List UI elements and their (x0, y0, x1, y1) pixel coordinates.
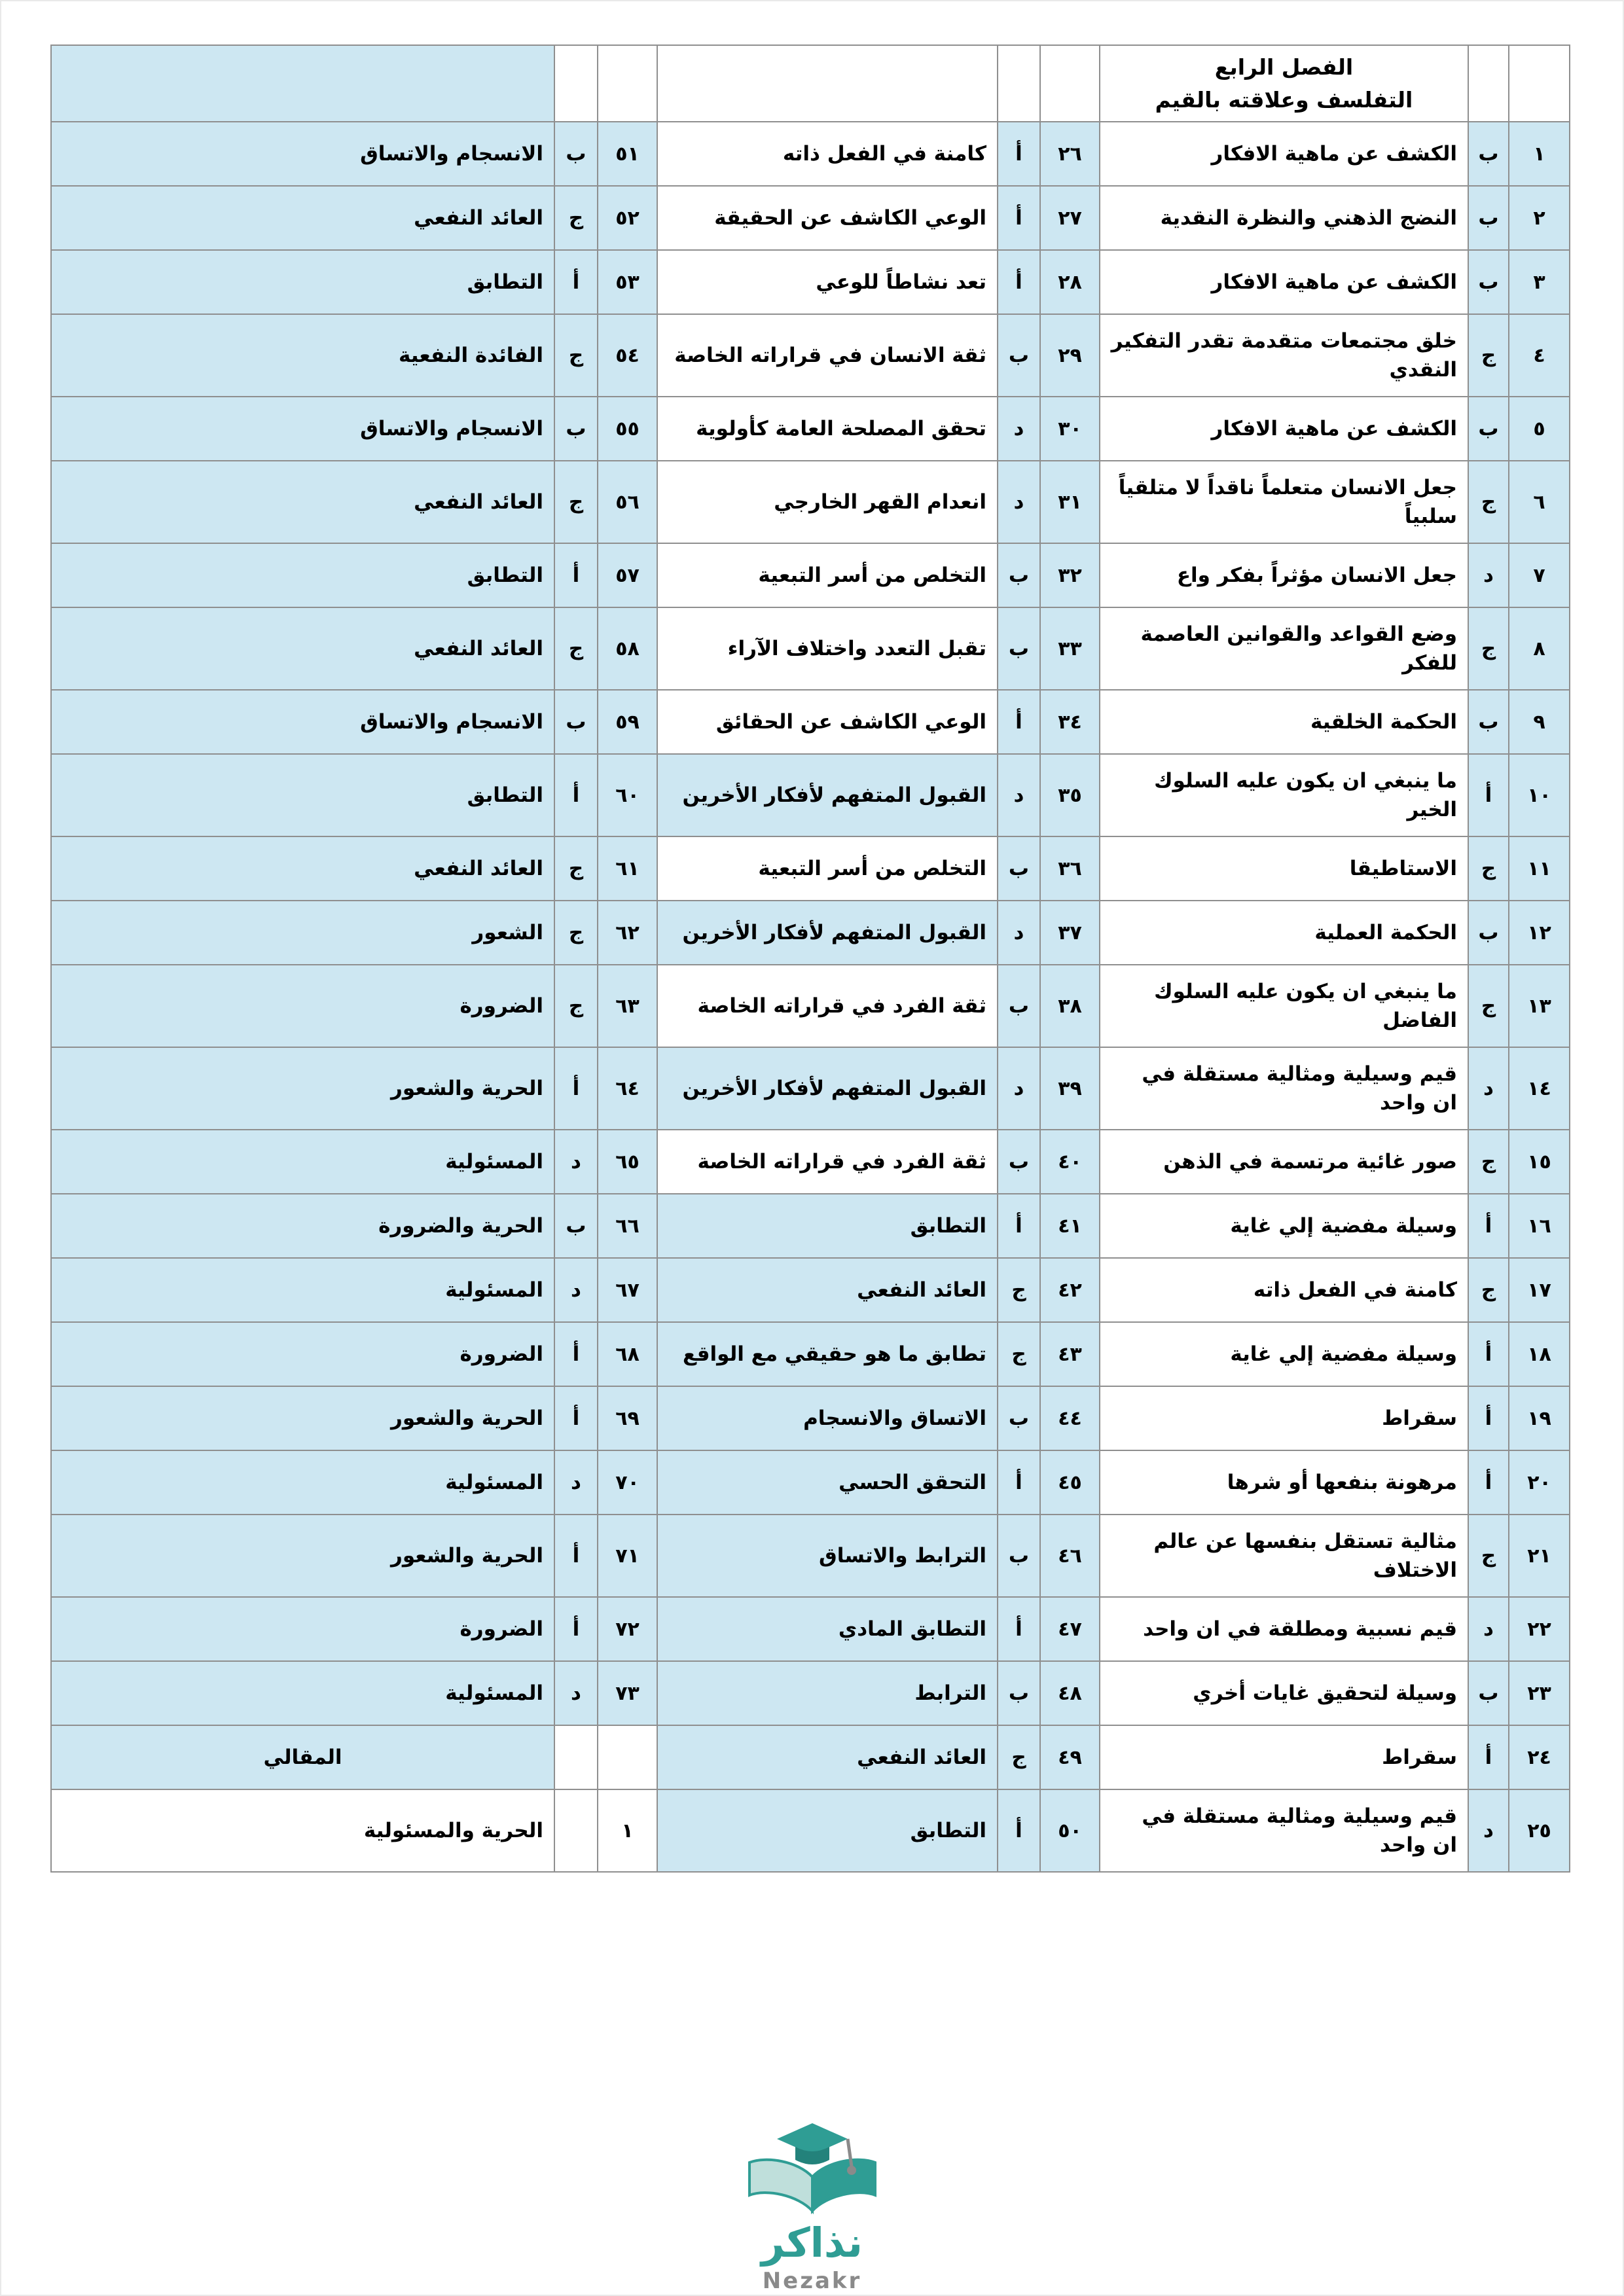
question-number-cell: ٢٢ (1509, 1597, 1570, 1661)
answer-letter-cell: ج (554, 186, 598, 250)
answer-text-cell: الوعي الكاشف عن الحقائق (657, 690, 998, 754)
table-row (51, 1515, 1570, 1597)
table-row (51, 1194, 1570, 1258)
answer-text-cell: المسئولية (51, 1450, 554, 1515)
answer-letter-cell: ب (1468, 690, 1509, 754)
answer-text-cell: القبول المتفهم لأفكار الأخرين (657, 754, 998, 836)
question-number-cell: ١٥ (1509, 1130, 1570, 1194)
answer-text-cell: العائد النفعي (51, 836, 554, 901)
question-number-cell: ٣٢ (1040, 543, 1100, 607)
answer-letter-cell: د (554, 1450, 598, 1515)
brand-name-latin: Nezakr (762, 2268, 862, 2294)
answer-letter-cell: د (998, 754, 1040, 836)
answer-letter-cell: ب (554, 122, 598, 186)
question-number-cell: ٤٨ (1040, 1661, 1100, 1725)
answer-text-cell: قيم وسيلية ومثالية مستقلة في ان واحد (1100, 1047, 1468, 1130)
answer-letter-cell: أ (1468, 754, 1509, 836)
question-number-cell: ٥١ (598, 122, 657, 186)
table-row (51, 901, 1570, 965)
answer-letter-cell: ج (998, 1725, 1040, 1789)
question-number-cell: ٢٧ (1040, 186, 1100, 250)
question-number-cell: ٢٤ (1509, 1725, 1570, 1789)
question-number-cell: ٣٣ (1040, 607, 1100, 690)
answer-text-cell: خلق مجتمعات متقدمة تقدر التفكير النقدي (1100, 314, 1468, 397)
question-number-cell: ٣٨ (1040, 965, 1100, 1047)
answer-text-cell: النضج الذهني والنظرة النقدية (1100, 186, 1468, 250)
answer-letter-cell: ج (554, 836, 598, 901)
answer-letter-cell: ج (1468, 965, 1509, 1047)
answer-letter-cell: د (998, 461, 1040, 543)
answer-letter-cell: ب (1468, 901, 1509, 965)
table-row (51, 607, 1570, 690)
answer-text-header-cell (657, 45, 998, 122)
answer-letter-cell: أ (998, 1597, 1040, 1661)
answer-text-cell: التطابق المادي (657, 1597, 998, 1661)
answer-text-cell: الاتساق والانسجام (657, 1386, 998, 1450)
table-row (51, 1661, 1570, 1725)
answer-letter-cell: ج (554, 461, 598, 543)
answer-letter-header-cell (1468, 45, 1509, 122)
answer-text-cell: جعل الانسان مؤثراً بفكر واع (1100, 543, 1468, 607)
answer-letter-cell: ب (554, 690, 598, 754)
question-number-cell: ٦٢ (598, 901, 657, 965)
answer-letter-cell: أ (1468, 1322, 1509, 1386)
table-row (51, 1789, 1570, 1872)
answer-letter-cell: أ (1468, 1386, 1509, 1450)
question-number-cell: ٣٩ (1040, 1047, 1100, 1130)
answer-text-cell: وسيلة مفضية إلي غاية (1100, 1322, 1468, 1386)
answer-text-cell: الحرية والمسئولية (51, 1789, 554, 1872)
answer-text-cell: ما ينبغي ان يكون عليه السلوك الخير (1100, 754, 1468, 836)
answer-letter-cell: ب (998, 314, 1040, 397)
answer-text-cell: تحقق المصلحة العامة كأولوية (657, 397, 998, 461)
answer-text-cell: المسئولية (51, 1130, 554, 1194)
answer-text-cell: الضرورة (51, 965, 554, 1047)
question-number-cell: ٦٩ (598, 1386, 657, 1450)
answer-letter-cell: أ (998, 690, 1040, 754)
answer-text-cell: المسئولية (51, 1258, 554, 1322)
answer-text-cell: العائد النفعي (657, 1258, 998, 1322)
answer-text-cell: تعد نشاطاً للوعي (657, 250, 998, 314)
answer-text-cell: الحكمة الخلقية (1100, 690, 1468, 754)
question-number-header-cell (1509, 45, 1570, 122)
answer-text-cell: العائد النفعي (51, 461, 554, 543)
question-number-cell: ٦٤ (598, 1047, 657, 1130)
answer-text-cell: الحرية والشعور (51, 1047, 554, 1130)
table-row (51, 186, 1570, 250)
answer-letter-cell: أ (554, 250, 598, 314)
question-number-cell: ٢٣ (1509, 1661, 1570, 1725)
question-number-cell: ٢٩ (1040, 314, 1100, 397)
answer-text-cell: قيم وسيلية ومثالية مستقلة في ان واحد (1100, 1789, 1468, 1872)
answer-text-cell: التخلص من أسر التبعية (657, 836, 998, 901)
answer-letter-cell: ب (998, 607, 1040, 690)
table-row (51, 1450, 1570, 1515)
answer-text-cell: الترابط والاتساق (657, 1515, 998, 1597)
question-number-cell: ٤٧ (1040, 1597, 1100, 1661)
chapter-title-line2: التفلسف وعلاقته بالقيم (1155, 86, 1413, 113)
answer-letter-cell: أ (1468, 1725, 1509, 1789)
question-number-cell: ٤٦ (1040, 1515, 1100, 1597)
question-number-cell: ٣٧ (1040, 901, 1100, 965)
question-number-cell: ٥٨ (598, 607, 657, 690)
question-number-header-cell (598, 45, 657, 122)
answer-letter-cell: أ (998, 186, 1040, 250)
answer-text-cell: الانسجام والاتساق (51, 397, 554, 461)
question-number-cell: ٥٧ (598, 543, 657, 607)
question-number-cell: ٥ (1509, 397, 1570, 461)
question-number-cell: ٥٣ (598, 250, 657, 314)
chapter-title-cell (1100, 45, 1468, 122)
answer-letter-cell: أ (998, 1789, 1040, 1872)
answer-letter-cell: ب (1468, 1661, 1509, 1725)
answer-letter-cell (554, 1725, 598, 1789)
question-number-cell: ١٢ (1509, 901, 1570, 965)
answer-letter-cell: أ (998, 1194, 1040, 1258)
answer-text-cell: التطابق (657, 1789, 998, 1872)
table-row (51, 461, 1570, 543)
question-number-cell: ٩ (1509, 690, 1570, 754)
answer-letter-cell: د (1468, 1597, 1509, 1661)
answer-letter-cell: ب (1468, 122, 1509, 186)
question-number-cell: ٦٥ (598, 1130, 657, 1194)
answer-text-cell: القبول المتفهم لأفكار الأخرين (657, 1047, 998, 1130)
question-number-cell: ١٦ (1509, 1194, 1570, 1258)
answer-letter-cell: ج (554, 901, 598, 965)
question-number-cell: ٢٨ (1040, 250, 1100, 314)
graduation-cap-open-book-icon (740, 2119, 884, 2217)
answer-text-cell: وضع القواعد والقوانين العاصمة للفكر (1100, 607, 1468, 690)
answer-text-cell: الحرية والضرورة (51, 1194, 554, 1258)
answer-text-cell: مثالية تستقل بنفسها عن عالم الاختلاف (1100, 1515, 1468, 1597)
answer-text-cell: المسئولية (51, 1661, 554, 1725)
question-number-cell: ٦٣ (598, 965, 657, 1047)
answer-letter-cell: ب (998, 543, 1040, 607)
question-number-cell: ٢١ (1509, 1515, 1570, 1597)
answer-text-cell: الضرورة (51, 1322, 554, 1386)
answer-letter-cell: د (554, 1661, 598, 1725)
answer-letter-cell: د (998, 1047, 1040, 1130)
answer-letter-cell: ب (998, 1386, 1040, 1450)
question-number-cell: ٣ (1509, 250, 1570, 314)
question-number-cell: ٦١ (598, 836, 657, 901)
table-row (51, 690, 1570, 754)
answer-text-cell: صور غائية مرتسمة في الذهن (1100, 1130, 1468, 1194)
answer-text-cell: انعدام القهر الخارجي (657, 461, 998, 543)
answer-letter-cell: د (998, 901, 1040, 965)
answer-letter-cell: ج (998, 1322, 1040, 1386)
essay-section-header-cell: المقالي (51, 1725, 554, 1789)
answer-text-cell: الانسجام والاتساق (51, 122, 554, 186)
answer-text-cell: ثقة الانسان في قراراته الخاصة (657, 314, 998, 397)
answer-text-cell: الوعي الكاشف عن الحقيقة (657, 186, 998, 250)
answer-letter-cell: ب (554, 397, 598, 461)
answer-letter-cell: ج (1468, 607, 1509, 690)
answer-text-cell: التطابق (51, 754, 554, 836)
answer-letter-header-cell (554, 45, 598, 122)
question-number-cell: ٤١ (1040, 1194, 1100, 1258)
question-number-cell: ٧٠ (598, 1450, 657, 1515)
table-row (51, 314, 1570, 397)
question-number-cell: ٥٠ (1040, 1789, 1100, 1872)
question-number-cell: ١١ (1509, 836, 1570, 901)
question-number-cell: ٥٤ (598, 314, 657, 397)
question-number-cell: ١ (1509, 122, 1570, 186)
table-row (51, 1725, 1570, 1789)
question-number-cell: ٣٤ (1040, 690, 1100, 754)
answer-text-cell: تقبل التعدد واختلاف الآراء (657, 607, 998, 690)
answer-letter-cell: ج (1468, 461, 1509, 543)
answer-text-cell: العائد النفعي (51, 186, 554, 250)
answer-text-cell: سقراط (1100, 1725, 1468, 1789)
answer-text-cell: ثقة الفرد في قراراته الخاصة (657, 1130, 998, 1194)
answer-letter-cell: أ (554, 1322, 598, 1386)
question-number-cell: ٢٥ (1509, 1789, 1570, 1872)
answer-letter-cell: أ (554, 1386, 598, 1450)
question-number-cell: ٧ (1509, 543, 1570, 607)
answer-text-cell: الحرية والشعور (51, 1515, 554, 1597)
answer-letter-cell: ج (1468, 1515, 1509, 1597)
answer-text-cell: العائد النفعي (51, 607, 554, 690)
answer-text-cell: الفائدة النفعية (51, 314, 554, 397)
table-row (51, 1047, 1570, 1130)
question-number-cell: ٥٩ (598, 690, 657, 754)
answer-text-cell: وسيلة مفضية إلي غاية (1100, 1194, 1468, 1258)
answer-text-cell: الكشف عن ماهية الافكار (1100, 250, 1468, 314)
answer-letter-cell: د (998, 397, 1040, 461)
answer-letter-cell: ب (998, 836, 1040, 901)
answer-text-cell: جعل الانسان متعلماً ناقداً لا متلقياً سلبياً (1100, 461, 1468, 543)
question-number-cell: ٦٧ (598, 1258, 657, 1322)
answer-letter-cell: أ (1468, 1450, 1509, 1515)
answer-text-cell: التطابق (51, 250, 554, 314)
chapter-title-line1: الفصل الرابع (1214, 54, 1354, 80)
answer-text-cell: الحرية والشعور (51, 1386, 554, 1450)
answer-text-cell: سقراط (1100, 1386, 1468, 1450)
answer-letter-cell: أ (554, 1047, 598, 1130)
answer-letter-cell: د (1468, 1047, 1509, 1130)
answer-text-cell: ما ينبغي ان يكون عليه السلوك الفاضل (1100, 965, 1468, 1047)
answer-text-cell: الحكمة العملية (1100, 901, 1468, 965)
answer-letter-cell: أ (554, 754, 598, 836)
table-row (51, 1322, 1570, 1386)
question-number-cell: ٥٥ (598, 397, 657, 461)
question-number-cell: ٢٠ (1509, 1450, 1570, 1515)
question-number-cell: ٤٢ (1040, 1258, 1100, 1322)
answer-letter-cell: د (554, 1130, 598, 1194)
answer-letter-cell: د (1468, 543, 1509, 607)
answer-letter-cell: ب (1468, 397, 1509, 461)
question-number-cell: ٤٠ (1040, 1130, 1100, 1194)
answer-letter-cell: ج (998, 1258, 1040, 1322)
question-number-cell: ٢٦ (1040, 122, 1100, 186)
question-number-cell: ٤٥ (1040, 1450, 1100, 1515)
table-row (51, 754, 1570, 836)
question-number-cell: ٥٦ (598, 461, 657, 543)
answer-text-cell: الكشف عن ماهية الافكار (1100, 397, 1468, 461)
question-number-cell: ٤٤ (1040, 1386, 1100, 1450)
answer-letter-cell: ج (1468, 314, 1509, 397)
question-number-cell: ٣١ (1040, 461, 1100, 543)
question-number-cell: ٤٣ (1040, 1322, 1100, 1386)
table-row (51, 1597, 1570, 1661)
answer-text-cell: مرهونة بنفعها أو شرها (1100, 1450, 1468, 1515)
question-number-cell: ٤ (1509, 314, 1570, 397)
question-number-cell: ٥٢ (598, 186, 657, 250)
answer-text-cell: كامنة في الفعل ذاته (657, 122, 998, 186)
question-number-cell: ٦٠ (598, 754, 657, 836)
table-row (51, 1258, 1570, 1322)
question-number-cell: ٣٦ (1040, 836, 1100, 901)
answer-text-cell: ثقة الفرد في قراراته الخاصة (657, 965, 998, 1047)
answer-letter-cell: ج (554, 314, 598, 397)
table-row (51, 1130, 1570, 1194)
question-number-cell: ٧١ (598, 1515, 657, 1597)
answer-text-cell: القبول المتفهم لأفكار الأخرين (657, 901, 998, 965)
answer-letter-cell (554, 1789, 598, 1872)
answer-text-cell: كامنة في الفعل ذاته (1100, 1258, 1468, 1322)
answer-text-cell: وسيلة لتحقيق غايات أخري (1100, 1661, 1468, 1725)
question-number-cell: ١ (598, 1789, 657, 1872)
answer-letter-cell: ب (554, 1194, 598, 1258)
answer-letter-header-cell (998, 45, 1040, 122)
answer-letter-cell: أ (554, 1597, 598, 1661)
answer-text-cell: التخلص من أسر التبعية (657, 543, 998, 607)
question-number-cell: ٧٢ (598, 1597, 657, 1661)
question-number-cell: ١٠ (1509, 754, 1570, 836)
answer-letter-cell: أ (998, 122, 1040, 186)
answer-text-cell: الترابط (657, 1661, 998, 1725)
table-row (51, 122, 1570, 186)
table-row (51, 965, 1570, 1047)
answer-text-header-cell (51, 45, 554, 122)
answer-letter-cell: أ (998, 1450, 1040, 1515)
answer-text-cell: العائد النفعي (657, 1725, 998, 1789)
table-header-row (51, 45, 1570, 122)
answer-text-cell: التحقق الحسي (657, 1450, 998, 1515)
answer-letter-cell: أ (554, 1515, 598, 1597)
question-number-cell: ٦٦ (598, 1194, 657, 1258)
answer-letter-cell: ب (998, 965, 1040, 1047)
table-row (51, 543, 1570, 607)
question-number-cell: ٣٥ (1040, 754, 1100, 836)
answer-text-cell: التطابق (51, 543, 554, 607)
question-number-cell: ١٣ (1509, 965, 1570, 1047)
question-number-cell: ٤٩ (1040, 1725, 1100, 1789)
question-number-cell: ٧٣ (598, 1661, 657, 1725)
answer-letter-cell: ج (1468, 1130, 1509, 1194)
answer-letter-cell: أ (1468, 1194, 1509, 1258)
question-number-cell: ١٩ (1509, 1386, 1570, 1450)
answer-text-cell: قيم نسبية ومطلقة في ان واحد (1100, 1597, 1468, 1661)
question-number-header-cell (1040, 45, 1100, 122)
table-row (51, 836, 1570, 901)
answer-key-table (50, 45, 1570, 1873)
answer-letter-cell: ب (998, 1515, 1040, 1597)
answer-letter-cell: أ (554, 543, 598, 607)
brand-name-arabic: نذاكر (761, 2219, 863, 2267)
answer-letter-cell: ب (1468, 186, 1509, 250)
question-number-cell: ١٤ (1509, 1047, 1570, 1130)
answer-letter-cell: ب (998, 1661, 1040, 1725)
table-row (51, 397, 1570, 461)
answer-text-cell: الكشف عن ماهية الافكار (1100, 122, 1468, 186)
nezakr-logo (1, 2119, 1623, 2294)
answer-text-cell: التطابق (657, 1194, 998, 1258)
question-number-cell: ١٨ (1509, 1322, 1570, 1386)
question-number-cell: ١٧ (1509, 1258, 1570, 1322)
answer-letter-cell: ب (998, 1130, 1040, 1194)
answer-letter-cell: د (554, 1258, 598, 1322)
question-number-cell: ٣٠ (1040, 397, 1100, 461)
answer-letter-cell: أ (998, 250, 1040, 314)
question-number-cell: ٦ (1509, 461, 1570, 543)
answer-text-cell: الضرورة (51, 1597, 554, 1661)
answer-text-cell: الشعور (51, 901, 554, 965)
question-number-cell (598, 1725, 657, 1789)
answers-table-body (51, 122, 1570, 1872)
answer-letter-cell: د (1468, 1789, 1509, 1872)
answer-letter-cell: ج (554, 965, 598, 1047)
answer-text-cell: الاستاطيقا (1100, 836, 1468, 901)
table-row (51, 1386, 1570, 1450)
table-row (51, 250, 1570, 314)
answer-text-cell: الانسجام والاتساق (51, 690, 554, 754)
answer-text-cell: تطابق ما هو حقيقي مع الواقع (657, 1322, 998, 1386)
answer-letter-cell: ج (1468, 836, 1509, 901)
answer-letter-cell: ب (1468, 250, 1509, 314)
answer-letter-cell: ج (1468, 1258, 1509, 1322)
question-number-cell: ٢ (1509, 186, 1570, 250)
question-number-cell: ٨ (1509, 607, 1570, 690)
answer-letter-cell: ج (554, 607, 598, 690)
question-number-cell: ٦٨ (598, 1322, 657, 1386)
